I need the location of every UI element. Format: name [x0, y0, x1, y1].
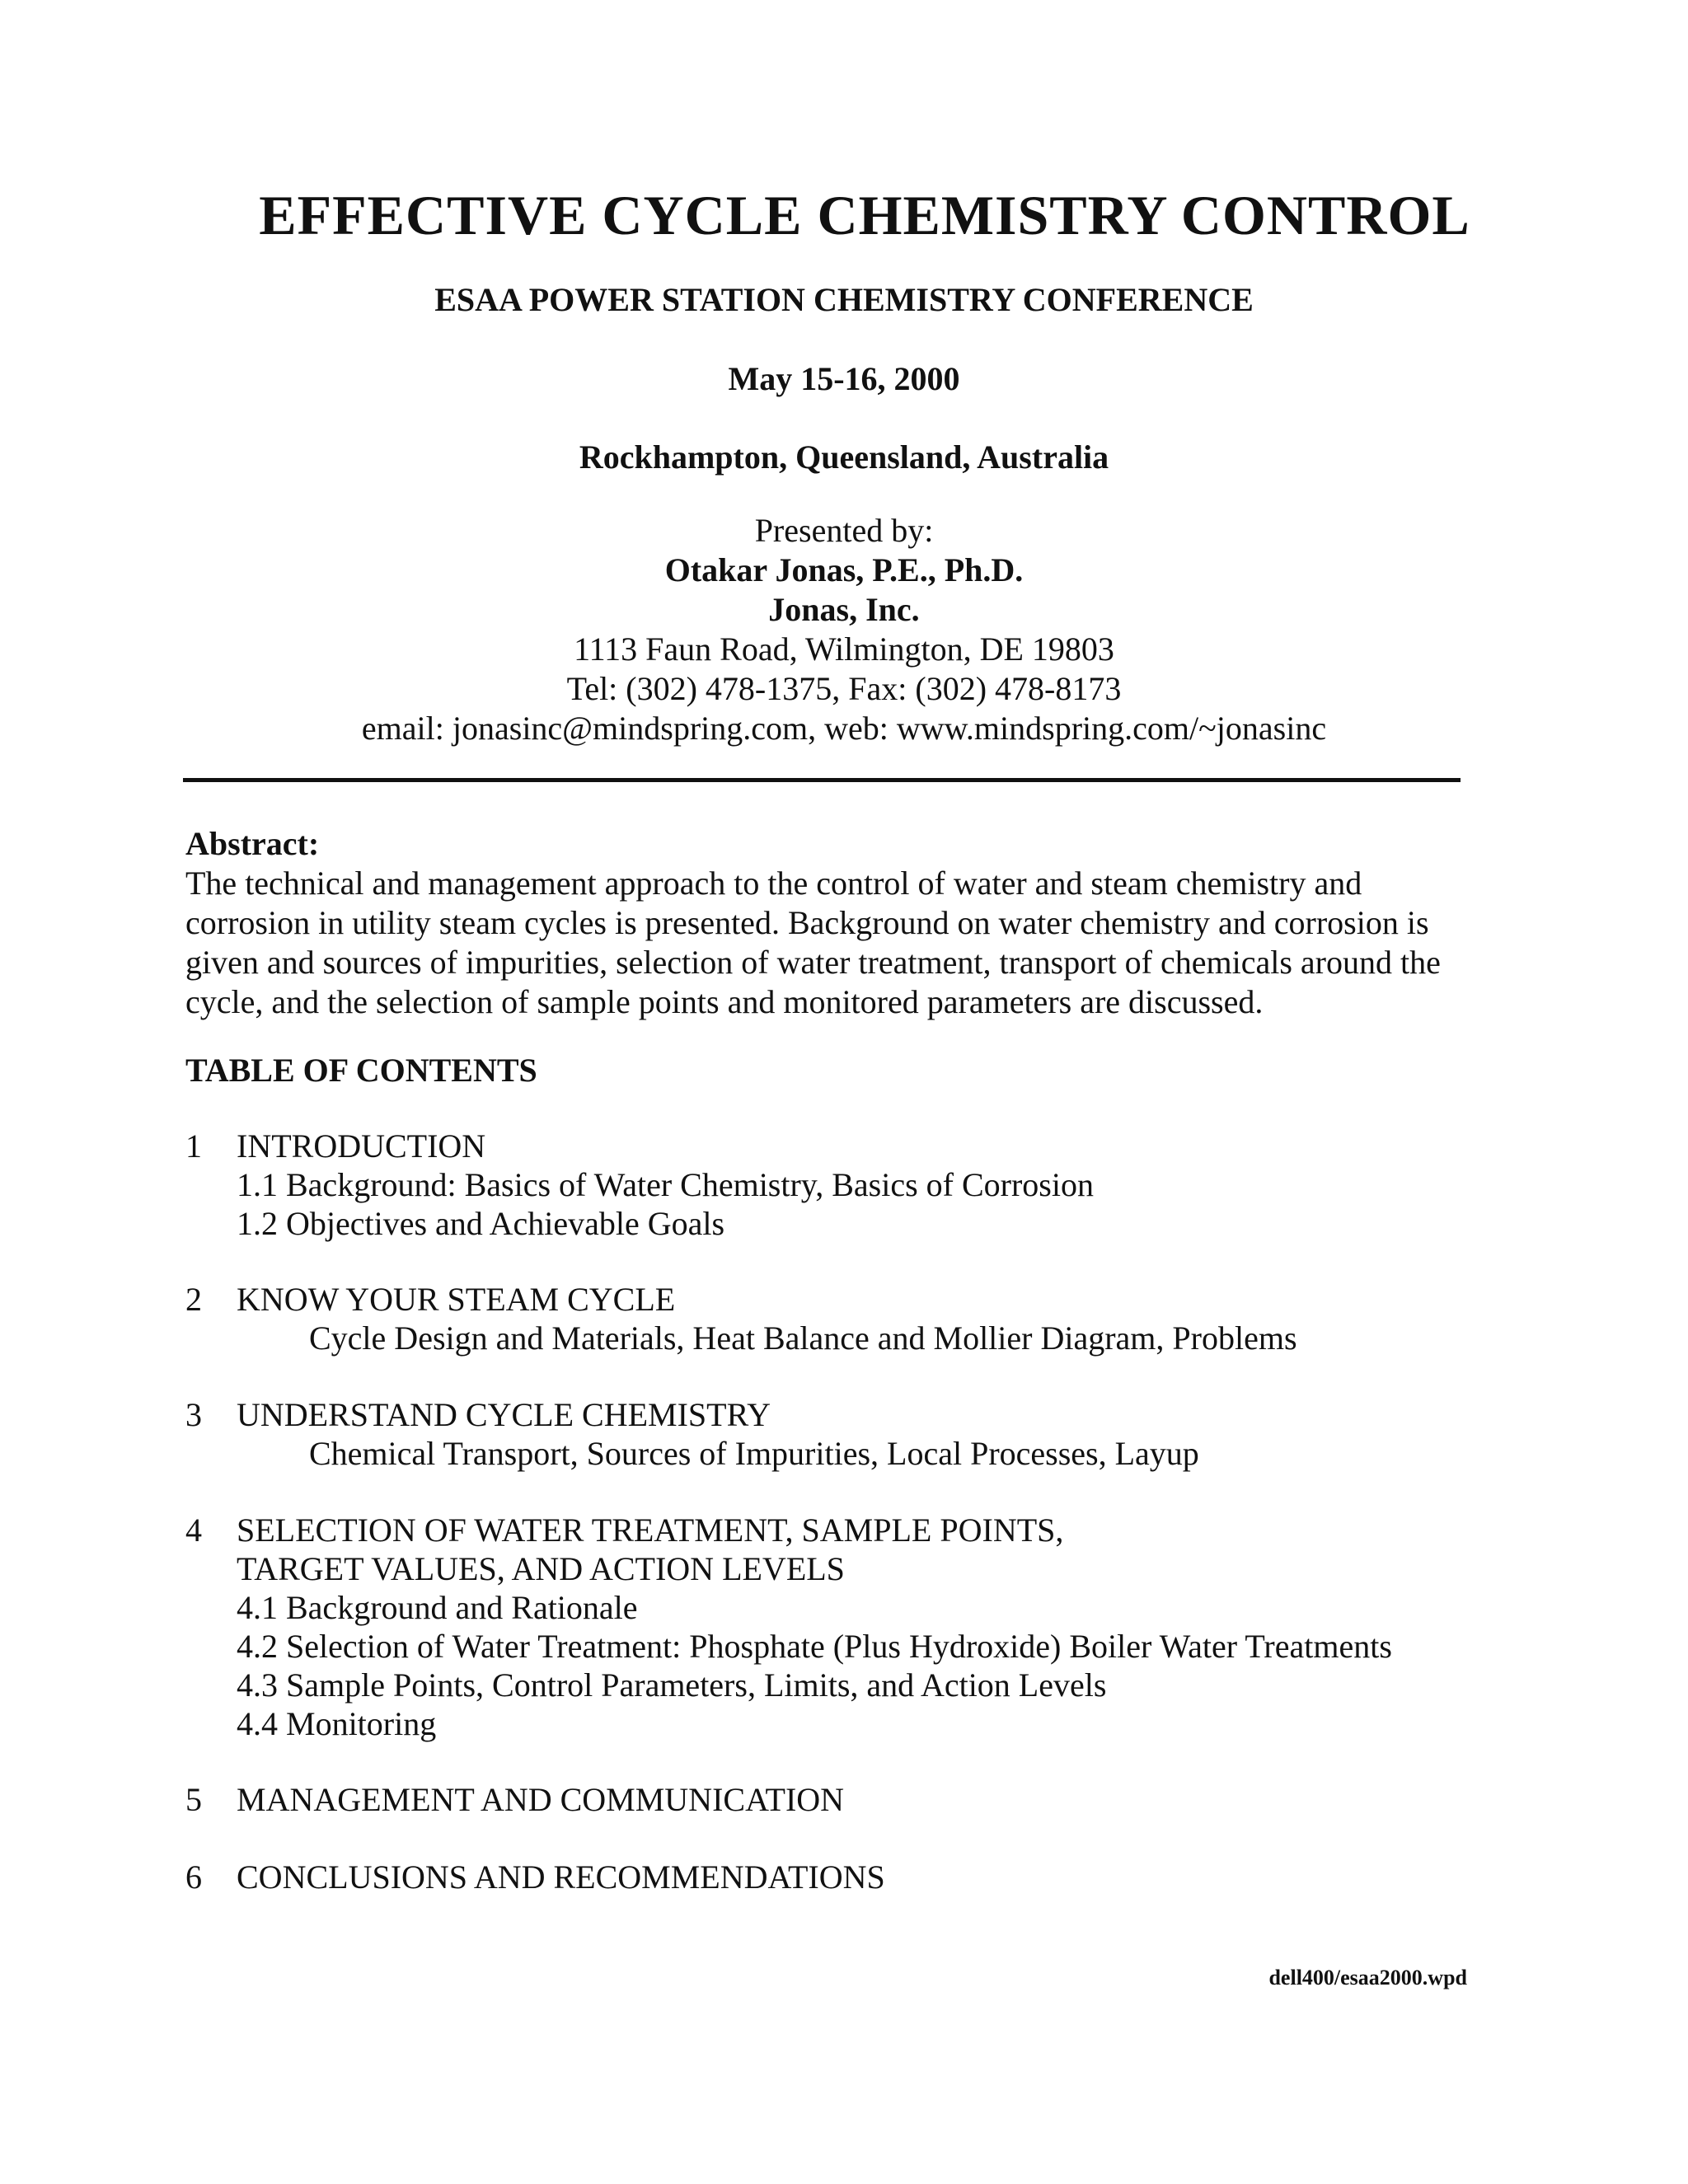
presenter-phone: Tel: (302) 478-1375, Fax: (302) 478-8173: [566, 670, 1122, 707]
abstract-line: cycle, and the selection of sample points and monitored parameters are discussed.: [185, 983, 1264, 1020]
document-title: EFFECTIVE CYCLE CHEMISTRY CONTROL: [259, 184, 1470, 246]
toc-section-water-treatment: [185, 1511, 1471, 1743]
conference-name: ESAA POWER STATION CHEMISTRY CONFERENCE: [434, 281, 1254, 318]
toc-section-title: UNDERSTAND CYCLE CHEMISTRY: [237, 1396, 771, 1433]
presenter-name: Otakar Jonas, P.E., Ph.D.: [664, 551, 1024, 588]
abstract-block: [185, 824, 1471, 1022]
abstract-heading: Abstract:: [185, 825, 320, 862]
toc-subsection: 4.4 Monitoring: [237, 1705, 437, 1742]
horizontal-divider: [183, 778, 1461, 782]
toc-section-title: KNOW YOUR STEAM CYCLE: [237, 1281, 676, 1318]
toc-section-number: 5: [185, 1781, 202, 1818]
presenter-company: Jonas, Inc.: [768, 591, 920, 628]
toc-section-introduction: [185, 1127, 1471, 1243]
toc-subsection: 4.3 Sample Points, Control Parameters, Limits, and Action Levels: [237, 1666, 1107, 1704]
toc-section-title: CONCLUSIONS AND RECOMMENDATIONS: [237, 1858, 885, 1896]
toc-section-number: 6: [185, 1858, 202, 1896]
toc-section-description: Chemical Transport, Sources of Impurities, Local Processes, Layup: [309, 1435, 1199, 1472]
conference-location: Rockhampton, Queensland, Australia: [579, 438, 1109, 476]
toc-section-steam-cycle: [185, 1280, 1471, 1357]
toc-subsection: 4.1 Background and Rationale: [237, 1589, 638, 1626]
toc-subsection: 4.2 Selection of Water Treatment: Phosphate (Plus Hydroxide) Boiler Water Treatments: [237, 1628, 1392, 1665]
presented-by-label: Presented by:: [754, 512, 934, 549]
presenter-address: 1113 Faun Road, Wilmington, DE 19803: [574, 630, 1114, 668]
toc-subsection: 1.2 Objectives and Achievable Goals: [237, 1205, 725, 1242]
toc-section-management: [185, 1780, 1471, 1819]
abstract-line: given and sources of impurities, selection of water treatment, transport of chemicals around the: [185, 944, 1441, 981]
file-reference: dell400/esaa2000.wpd: [1268, 1966, 1467, 1990]
toc-section-conclusions: [185, 1858, 1471, 1896]
toc-section-number: 2: [185, 1281, 202, 1318]
toc-section-title: INTRODUCTION: [237, 1127, 486, 1165]
conference-date: May 15-16, 2000: [728, 360, 960, 397]
toc-section-title-continued: TARGET VALUES, AND ACTION LEVELS: [237, 1550, 845, 1587]
toc-heading: TABLE OF CONTENTS: [185, 1052, 537, 1089]
abstract-line: corrosion in utility steam cycles is presented. Background on water chemistry and corrosion is: [185, 904, 1429, 941]
toc-section-number: 3: [185, 1396, 202, 1433]
toc-section-number: 1: [185, 1127, 202, 1165]
abstract-line: The technical and management approach to the control of water and steam chemistry and: [185, 865, 1362, 902]
toc-section-title: SELECTION OF WATER TREATMENT, SAMPLE POINTS,: [237, 1511, 1064, 1549]
presenter-block: [0, 511, 1688, 748]
toc-section-cycle-chemistry: [185, 1395, 1471, 1473]
presenter-contact: email: jonasinc@mindspring.com, web: www.mindspring.com/~jonasinc: [361, 710, 1327, 747]
toc-section-number: 4: [185, 1511, 202, 1549]
toc-section-title: MANAGEMENT AND COMMUNICATION: [237, 1781, 845, 1818]
toc-subsection: 1.1 Background: Basics of Water Chemistry, Basics of Corrosion: [237, 1166, 1094, 1203]
toc-section-description: Cycle Design and Materials, Heat Balance and Mollier Diagram, Problems: [309, 1319, 1297, 1357]
